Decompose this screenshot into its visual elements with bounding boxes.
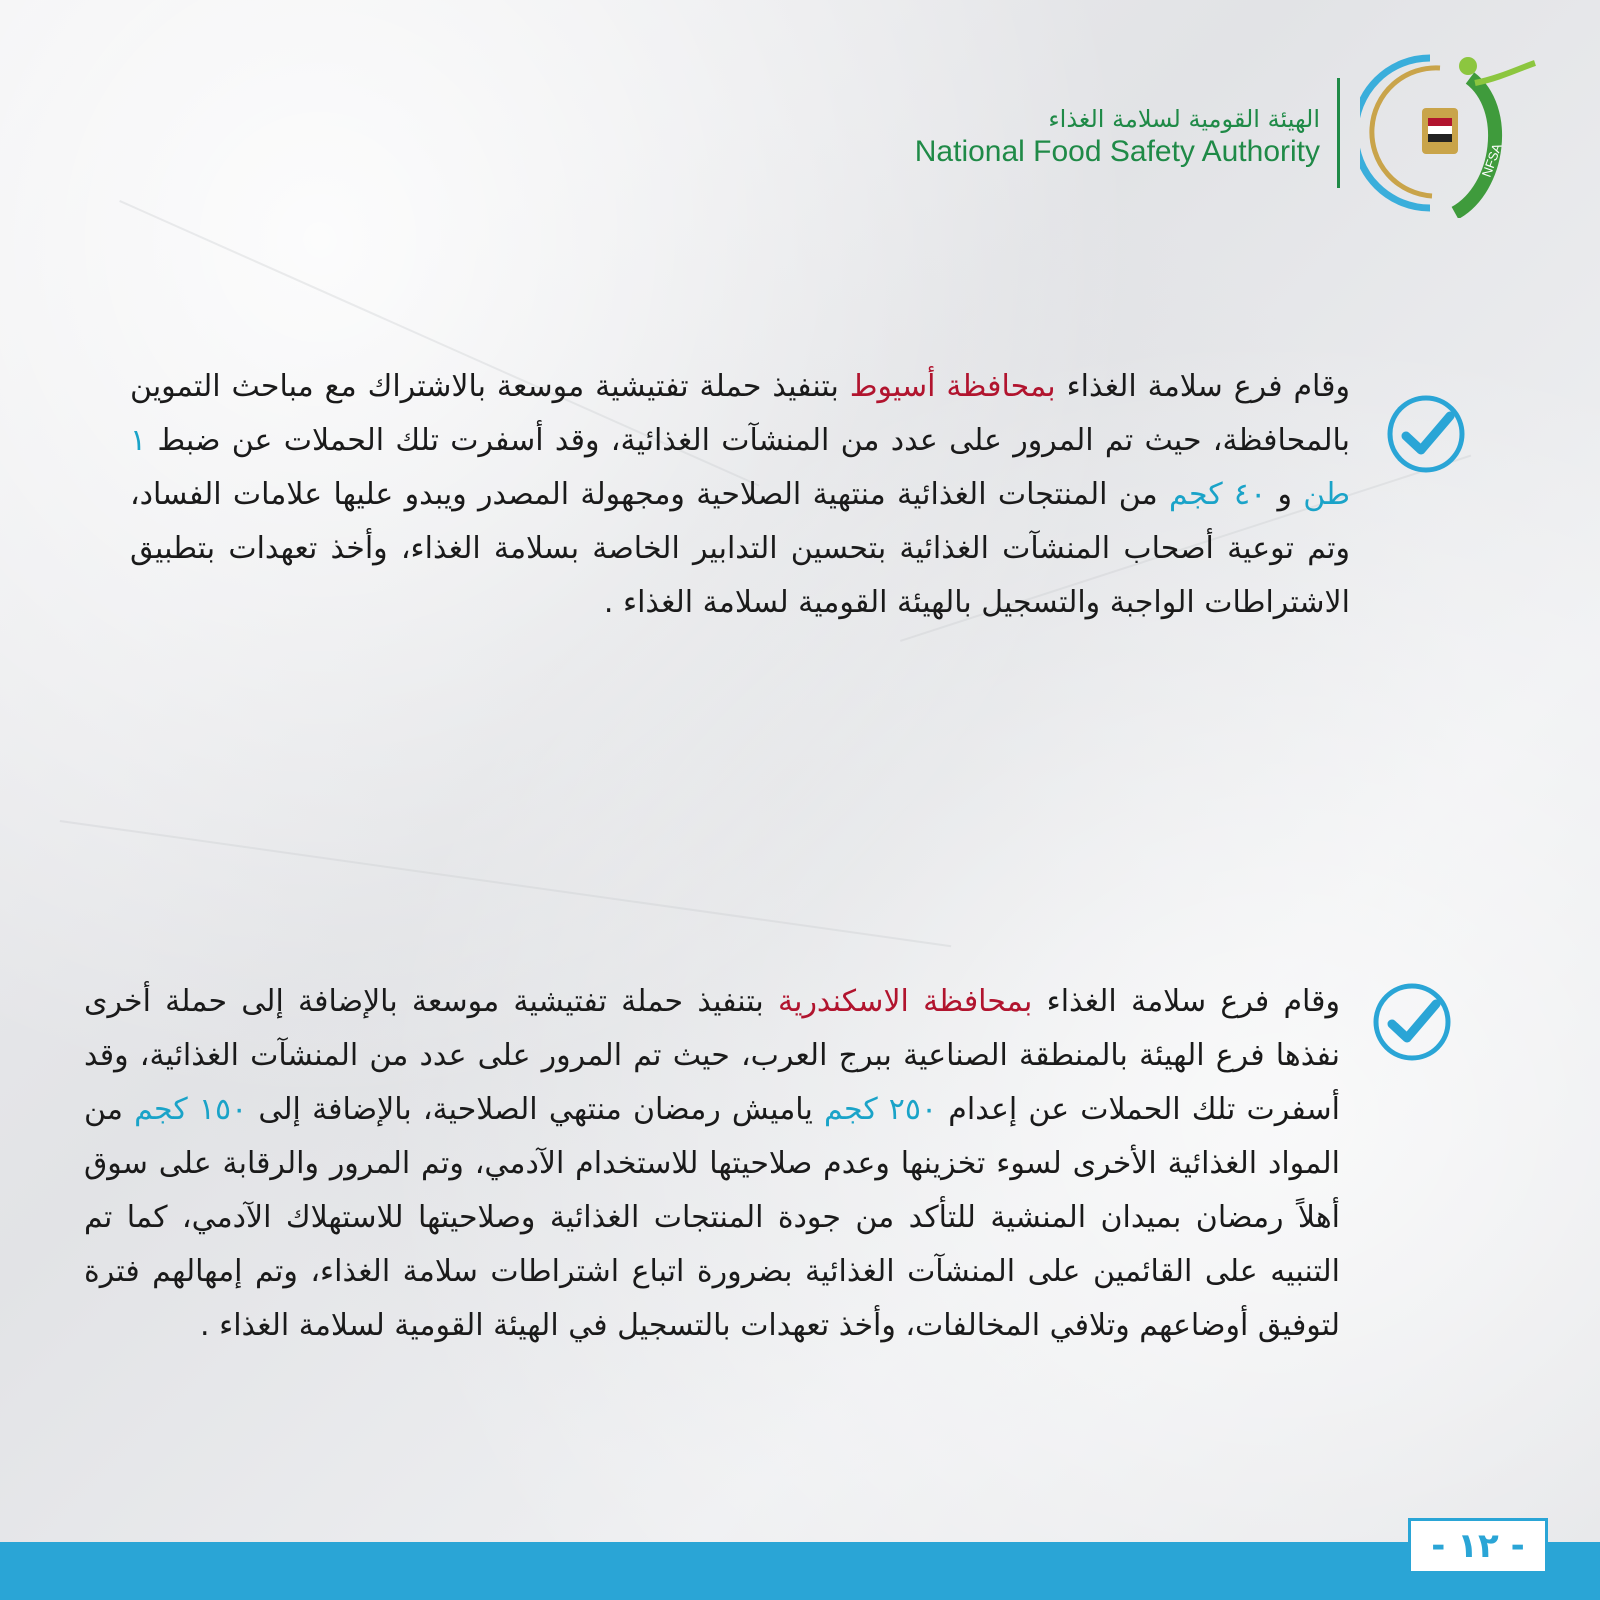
- page-number: - ١٢ -: [1408, 1518, 1548, 1574]
- paragraph-text: و: [1266, 477, 1304, 512]
- paragraph-text: ياميش رمضان منتهي الصلاحية، بالإضافة إلى: [247, 1092, 824, 1127]
- quantity-highlight: ٢٥٠ كجم: [823, 1092, 938, 1127]
- governorate-highlight: بمحافظة أسيوط: [849, 369, 1056, 404]
- logo-text: NFSA: [1478, 141, 1505, 180]
- quantity-highlight: ١٥٠ كجم: [134, 1092, 248, 1127]
- paragraph-text: وقام فرع سلامة الغذاء: [1055, 369, 1350, 404]
- header: [890, 48, 1570, 218]
- paper-texture: [60, 820, 952, 947]
- footer-bar: [0, 1542, 1600, 1600]
- org-name-en: National Food Safety Authority: [914, 135, 1320, 168]
- nfsa-logo-icon: [1360, 48, 1540, 218]
- org-name: [915, 104, 1320, 170]
- paragraph-asyut: [130, 360, 1350, 630]
- governorate-highlight: بمحافظة الاسكندرية: [778, 984, 1033, 1019]
- check-circle-icon: [1384, 392, 1468, 476]
- paragraph-text: من المواد الغذائية الأخرى لسوء تخزينها وعدم صلاحيتها للاستخدام الآدمي، وتم المرور والرقابة على سوق أهلاً رمضان بميدان المنشية للتأكد من جودة المنتجات الغذائية وصلاحيتها للاستهلاك الآدمي، كما تم التنبيه على القائمين على المنشآت الغذائية بضرورة اتباع اشتراطات سلامة الغذاء، وتم إمهالهم فترة لتوفيق أوضاعهم وتلافي المخالفات، وأخذ تعهدات بالتسجيل في الهيئة القومية لسلامة الغذاء .: [84, 1092, 1340, 1343]
- header-divider: [1337, 78, 1340, 188]
- paragraph-text: بتنفيذ حملة تفتيشية موسعة بالاشتراك مع مباحث التموين بالمحافظة، حيث تم المرور على عدد من المنشآت الغذائية، وقد أسفرت تلك الحملات عن ضبط: [130, 369, 1350, 458]
- paragraph-text: من المنتجات الغذائية منتهية الصلاحية ومجهولة المصدر ويبدو عليها علامات الفساد، وتم توعية أصحاب المنشآت الغذائية بتحسين التدابير الخاصة بسلامة الغذاء، وأخذ تعهدات بتطبيق الاشتراطات الواجبة والتسجيل بالهيئة القومية لسلامة الغذاء .: [130, 477, 1350, 620]
- quantity-highlight: ٤٠ كجم: [1169, 477, 1267, 512]
- check-circle-icon: [1370, 980, 1454, 1064]
- paragraph-text: بتنفيذ حملة تفتيشية موسعة بالإضافة إلى حملة أخرى نفذها فرع الهيئة بالمنطقة الصناعية ببرج العرب، حيث تم المرور على عدد من المنشآت الغذائية، وقد أسفرت تلك الحملات عن إعدام: [84, 984, 1340, 1127]
- paragraph-alexandria: [84, 975, 1340, 1353]
- quantity-highlight: ١ طن: [130, 423, 1351, 512]
- org-name-ar: الهيئة القومية لسلامة الغذاء: [1048, 105, 1320, 133]
- paragraph-text: وقام فرع سلامة الغذاء: [1032, 984, 1341, 1019]
